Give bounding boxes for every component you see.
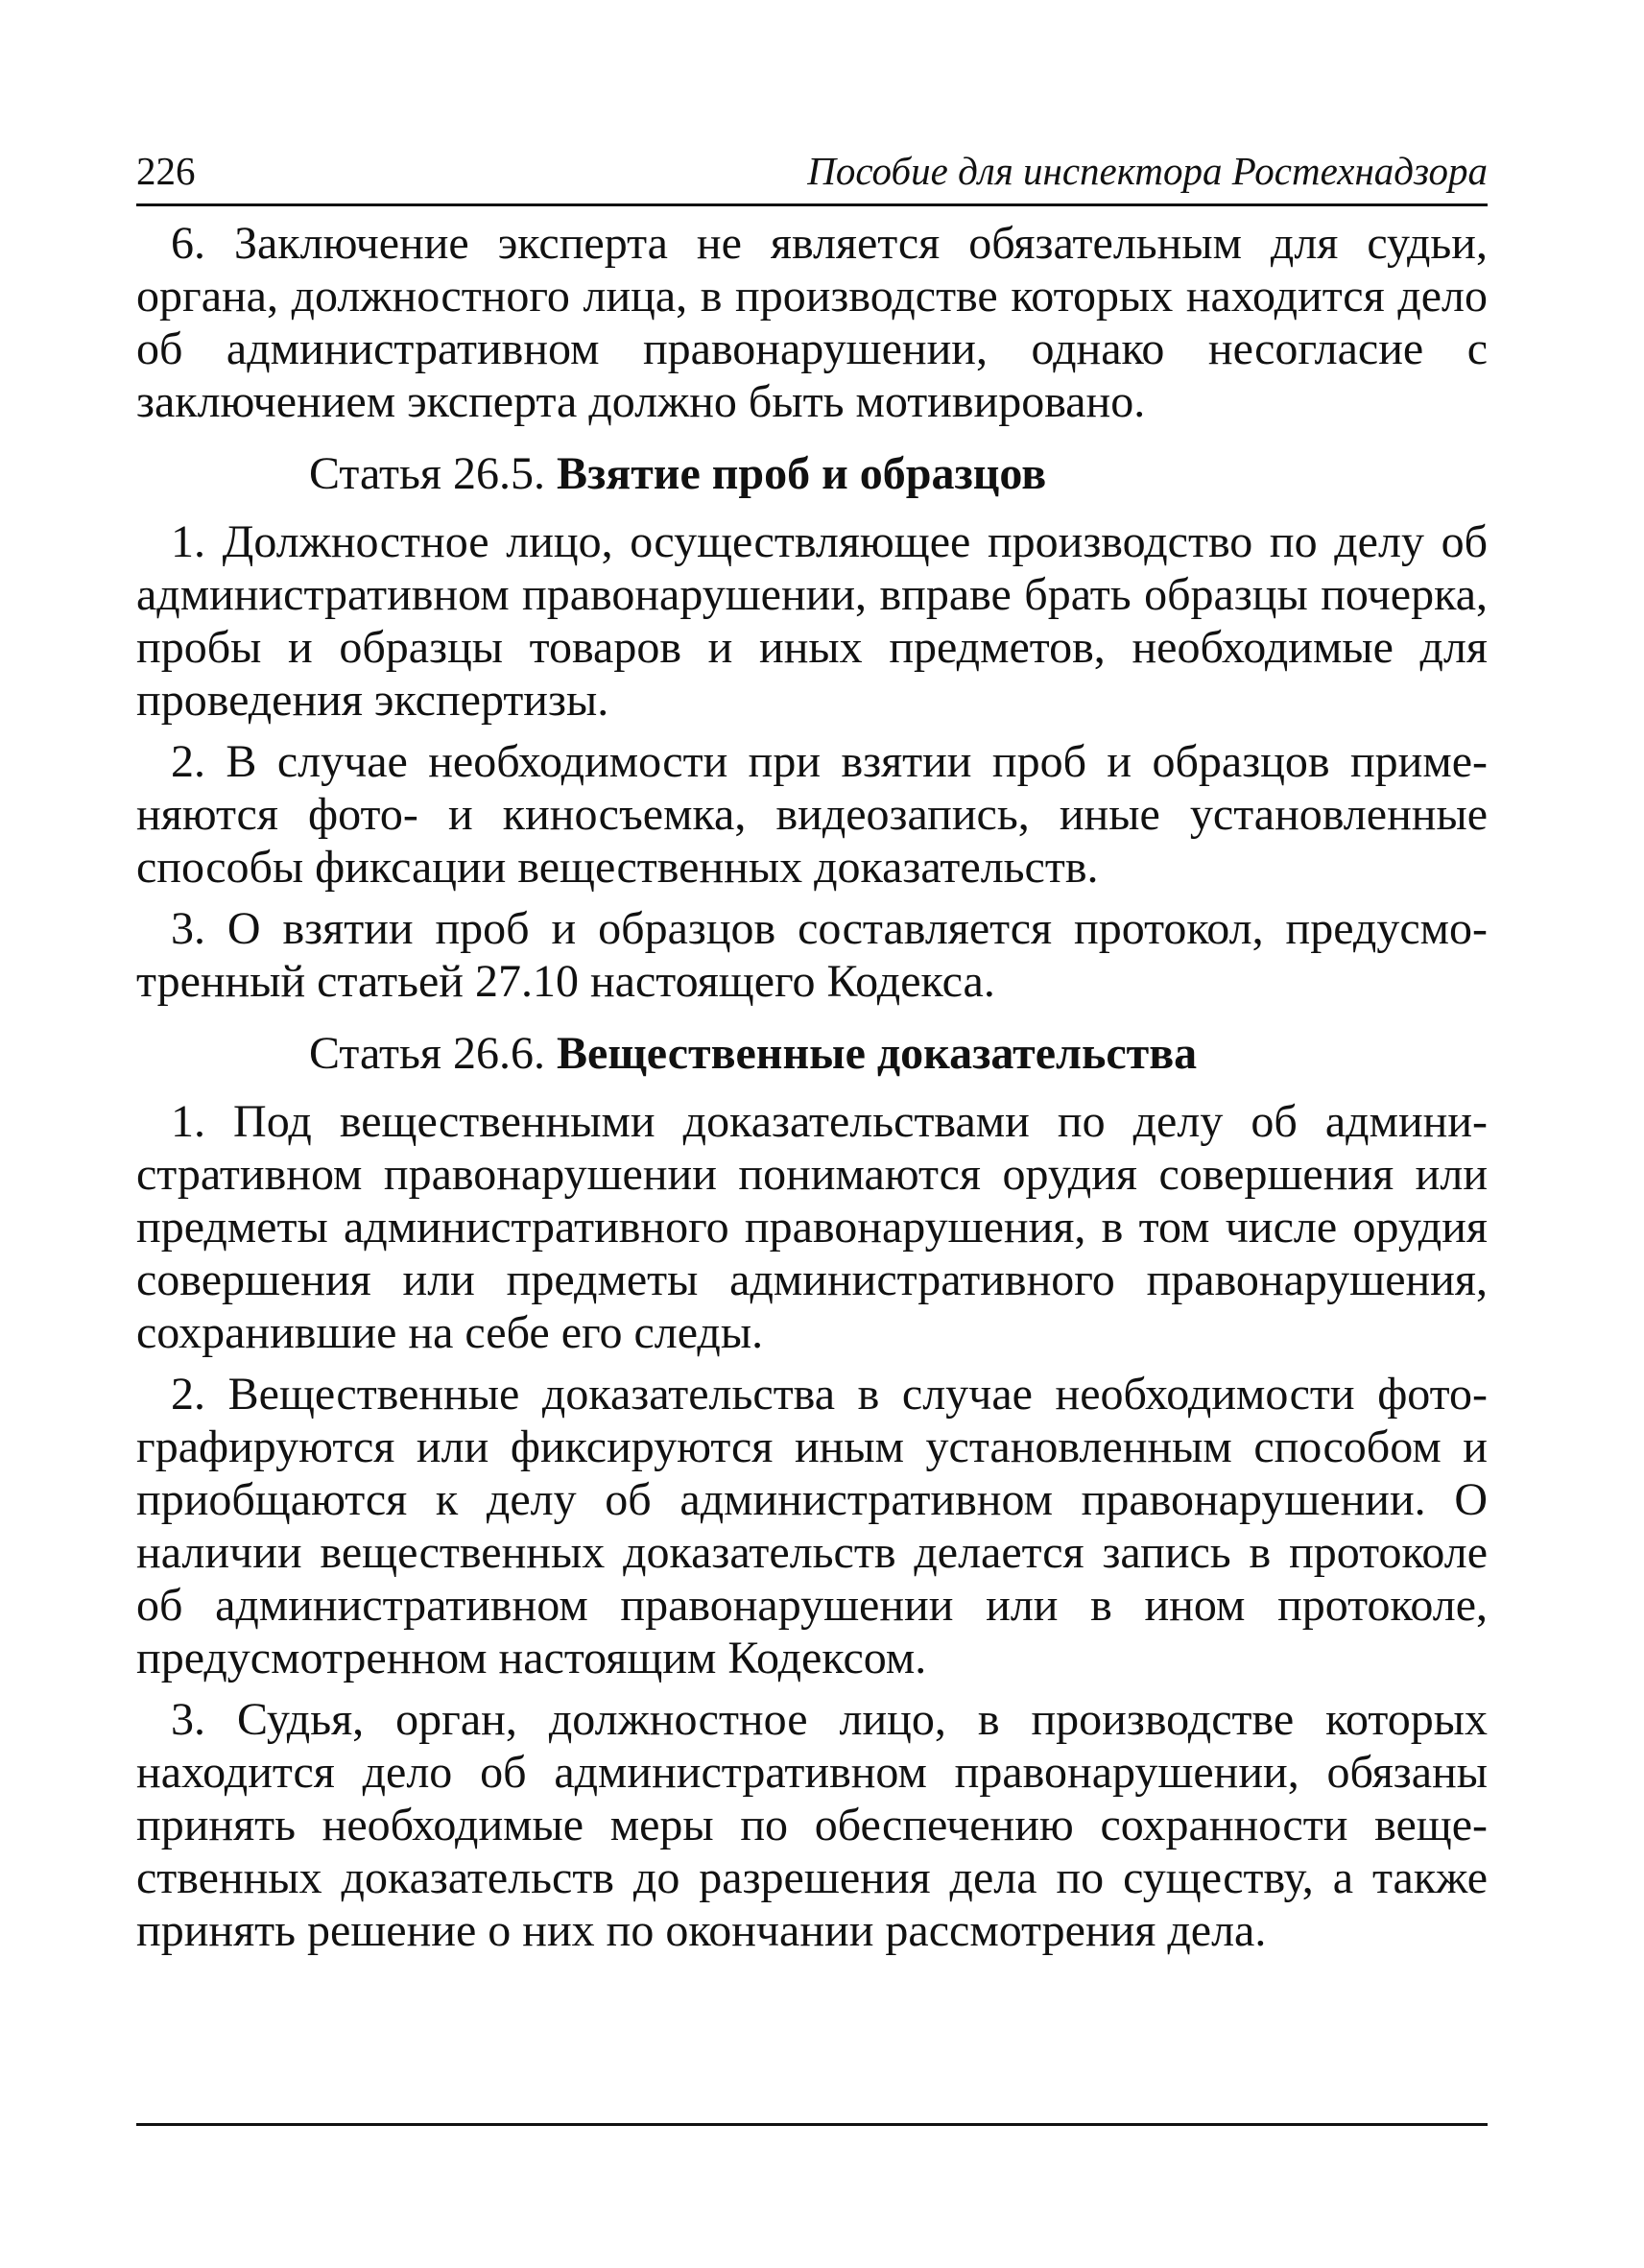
article-26-5-paragraph-2: 2. В случае необходимости при взятии проб и образцов применяются фото- и киносъемка, видеозапись, иные установленные способы фиксации вещественных доказательств.: [136, 736, 1488, 893]
article-title-26-6: Вещественные доказательства: [556, 1028, 1198, 1079]
paragraph-expert-conclusion: 6. Заключение эксперта не является обязательным для судьи, органа, должностного лица, в производстве которых находится дело об административном правонарушении, однако несогласие с заключением эксперта должно быть мотивировано.: [136, 218, 1488, 427]
article-title-26-5: Взятие проб и образцов: [556, 448, 1047, 499]
article-number-26-5: Статья 26.5.: [309, 448, 545, 499]
article-heading-26-6: [136, 1027, 1488, 1080]
article-26-6-paragraph-3: 3. Судья, орган, должностное лицо, в производстве которых находится дело об административном правонарушении, обязаны принять необходимые меры по обеспечению сохранности вещественных доказательств до разрешения дела по существу, а также принять решение о них по окончании рассмотрения дела.: [136, 1694, 1488, 1956]
page-number: 226: [136, 149, 196, 193]
footer-rule: [136, 2123, 1488, 2126]
article-26-6-paragraph-2: 2. Вещественные доказательства в случае необходимости фотографируются или фиксируются иным установленным способом и приобщаются к делу об административном правонарушении. О наличии вещественных доказательств делается запись в протоколе об административном правонарушении или в ином протоколе, предусмотренном настоящим Кодексом.: [136, 1369, 1488, 1683]
page-header: [136, 142, 1488, 206]
page-body: [136, 217, 1488, 1966]
running-title: Пособие для инспектора Ростехнадзора: [807, 149, 1488, 193]
article-26-5-paragraph-3: 3. О взятии проб и образцов составляется протокол, предусмотренный статьей 27.10 настоящего Кодекса.: [136, 903, 1488, 1007]
article-heading-26-5: [136, 447, 1488, 500]
article-26-5-paragraph-1: 1. Должностное лицо, осуществляющее производство по делу об административном правонарушении, вправе брать образцы почерка, пробы и образцы товаров и иных предметов, необходимые для проведения экспертизы.: [136, 516, 1488, 726]
article-26-6-paragraph-1: 1. Под вещественными доказательствами по делу об административном правонарушении понимаются орудия совершения или предметы административного правонарушения, в том числе орудия совершения или предметы административного правонарушения, сохранившие на себе его следы.: [136, 1096, 1488, 1358]
article-number-26-6: Статья 26.6.: [309, 1028, 545, 1079]
